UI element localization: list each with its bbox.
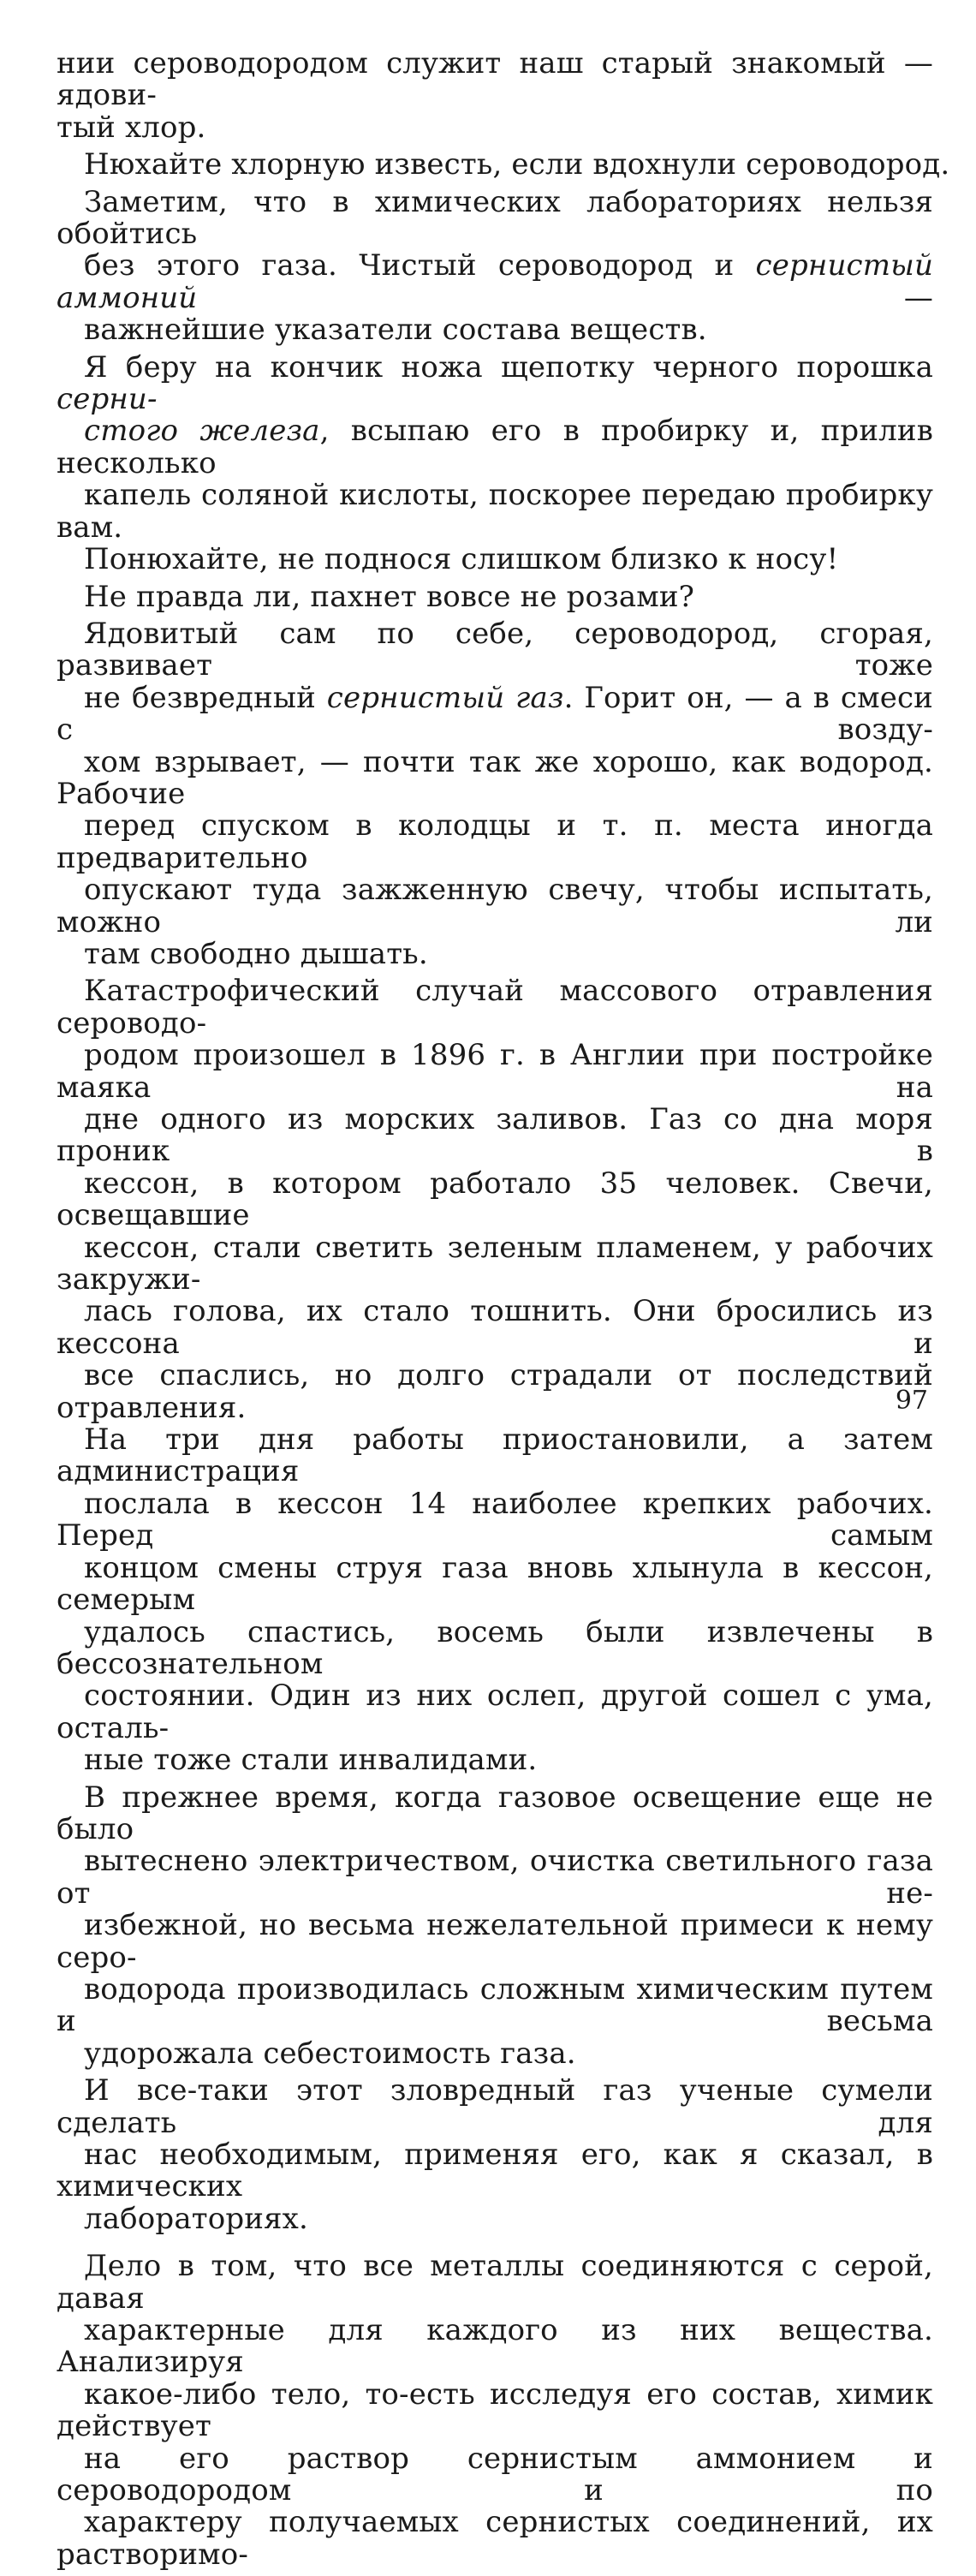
text-line: На три дня работы приостановили, а затем администрация bbox=[57, 1422, 933, 1489]
text-line: родом произошел в 1896 г. в Англии при постройке маяка на bbox=[57, 1038, 933, 1105]
paragraph bbox=[57, 184, 933, 348]
text-line bbox=[57, 349, 933, 417]
text-line bbox=[57, 415, 933, 480]
text-segment: — bbox=[197, 280, 933, 315]
page-body-text bbox=[57, 46, 950, 2576]
text-line: капель соляной кислоты, поскорее передаю пробирку вам. bbox=[57, 478, 933, 545]
text-line: Ядовитый сам по себе, сероводород, сгорая, развивает тоже bbox=[57, 616, 933, 683]
paragraph bbox=[57, 618, 933, 970]
text-line: дне одного из морских заливов. Газ со дна моря проник в bbox=[57, 1102, 933, 1169]
text-segment: , всыпаю его в пробирку и, прилив несколько bbox=[57, 414, 933, 480]
text-line: избежной, но весьма нежелательной примеси к нему серо- bbox=[57, 1908, 933, 1975]
text-line: Заметим, что в химических лабораториях нельзя обойтись bbox=[57, 184, 933, 252]
text-line: лась голова, их стало тошнить. Они бросились из кессона и bbox=[57, 1294, 933, 1361]
paragraph bbox=[57, 2075, 933, 2235]
text-line: состоянии. Один из них ослеп, другой сошел с ума, осталь- bbox=[57, 1679, 933, 1745]
text-line: удалось спастись, восемь были извлечены в бессознательном bbox=[57, 1614, 933, 1681]
text-line: кессон, в котором работало 35 человек. Свечи, освещавшие bbox=[57, 1166, 933, 1233]
text-line: там свободно дышать. bbox=[84, 936, 428, 971]
emphasis-term: серни- bbox=[57, 382, 158, 417]
text-line: опускают туда зажженную свечу, чтобы испытать, можно ли bbox=[57, 873, 933, 939]
paragraph bbox=[57, 349, 933, 577]
paragraph bbox=[57, 2251, 933, 2571]
text-segment: без этого газа. Чистый сероводород и bbox=[84, 248, 756, 283]
text-line: И все-таки этот зловредный газ ученые сумели сделать для bbox=[57, 2073, 933, 2140]
paragraph bbox=[57, 48, 933, 144]
text-line: кессон, стали светить зеленым пламенем, у рабочих закружи- bbox=[57, 1230, 933, 1297]
text-line: тый хлор. bbox=[57, 110, 206, 145]
text-line: важнейшие указатели состава веществ. bbox=[84, 313, 707, 348]
paragraph bbox=[57, 1782, 933, 2071]
text-segment: Я беру на кончик ножа щепотку черного порошка bbox=[84, 349, 933, 385]
text-line: характеру получаемых сернистых соединений, их растворимо- bbox=[57, 2505, 933, 2572]
text-line: концом смены струя газа вновь хлынула в кессон, семерым bbox=[57, 1550, 933, 1618]
text-line: характерные для каждого из них вещества. Анализируя bbox=[57, 2313, 933, 2380]
text-line: послала в кессон 14 наиболее крепких рабочих. Перед самым bbox=[57, 1486, 933, 1553]
text-line: ные тоже стали инвалидами. bbox=[84, 1743, 538, 1778]
text-segment: не безвредный bbox=[84, 680, 327, 715]
text-line: Не правда ли, пахнет вовсе не розами? bbox=[84, 579, 695, 614]
text-line: хом взрывает, — почти так же хорошо, как водород. Рабочие bbox=[57, 744, 933, 811]
text-line: все спаслись, но долго страдали от последствий отравления. bbox=[57, 1358, 933, 1425]
text-line: нии сероводородом служит наш старый знакомый — ядови- bbox=[57, 46, 933, 113]
emphasis-term: сернистый аммоний bbox=[57, 248, 933, 315]
text-line: перед спуском в колодцы и т. п. места иногда предварительно bbox=[57, 808, 933, 875]
paragraph bbox=[57, 147, 950, 182]
text-line: лабораториях. bbox=[84, 2201, 308, 2236]
text-line bbox=[57, 250, 933, 314]
text-line: какое-либо тело, то-есть исследуя его состав, химик действует bbox=[57, 2376, 933, 2444]
text-line: Нюхайте хлорную известь, если вдохнули сероводород. bbox=[84, 147, 950, 182]
text-line: Катастрофический случай массового отравления сероводо- bbox=[57, 974, 933, 1041]
text-line: нас необходимым, применяя его, как я сказал, в химических bbox=[57, 2138, 933, 2204]
text-line: Дело в том, что все металлы соединяются с серой, давая bbox=[57, 2249, 933, 2316]
emphasis-term: стого железа bbox=[84, 414, 320, 449]
text-segment: . Горит он, — а в смеси с возду- bbox=[57, 680, 933, 748]
page-number: 97 bbox=[895, 1386, 928, 1416]
text-line: водорода производилась сложным химическим путем и весьма bbox=[57, 1971, 933, 2039]
paragraph bbox=[57, 975, 933, 1776]
text-line: на его раствор сернистым аммонием и сероводородом и по bbox=[57, 2441, 933, 2508]
text-line bbox=[57, 680, 933, 748]
text-line: Понюхайте, не поднося слишком близко к носу! bbox=[84, 542, 839, 577]
paragraph bbox=[57, 581, 933, 613]
text-line: удорожала себестоимость газа. bbox=[84, 2036, 576, 2071]
text-line: вытеснено электричеством, очистка светильного газа от не- bbox=[57, 1844, 933, 1911]
emphasis-term: сернистый газ bbox=[326, 680, 564, 715]
text-line: В прежнее время, когда газовое освещение еще не было bbox=[57, 1780, 933, 1846]
